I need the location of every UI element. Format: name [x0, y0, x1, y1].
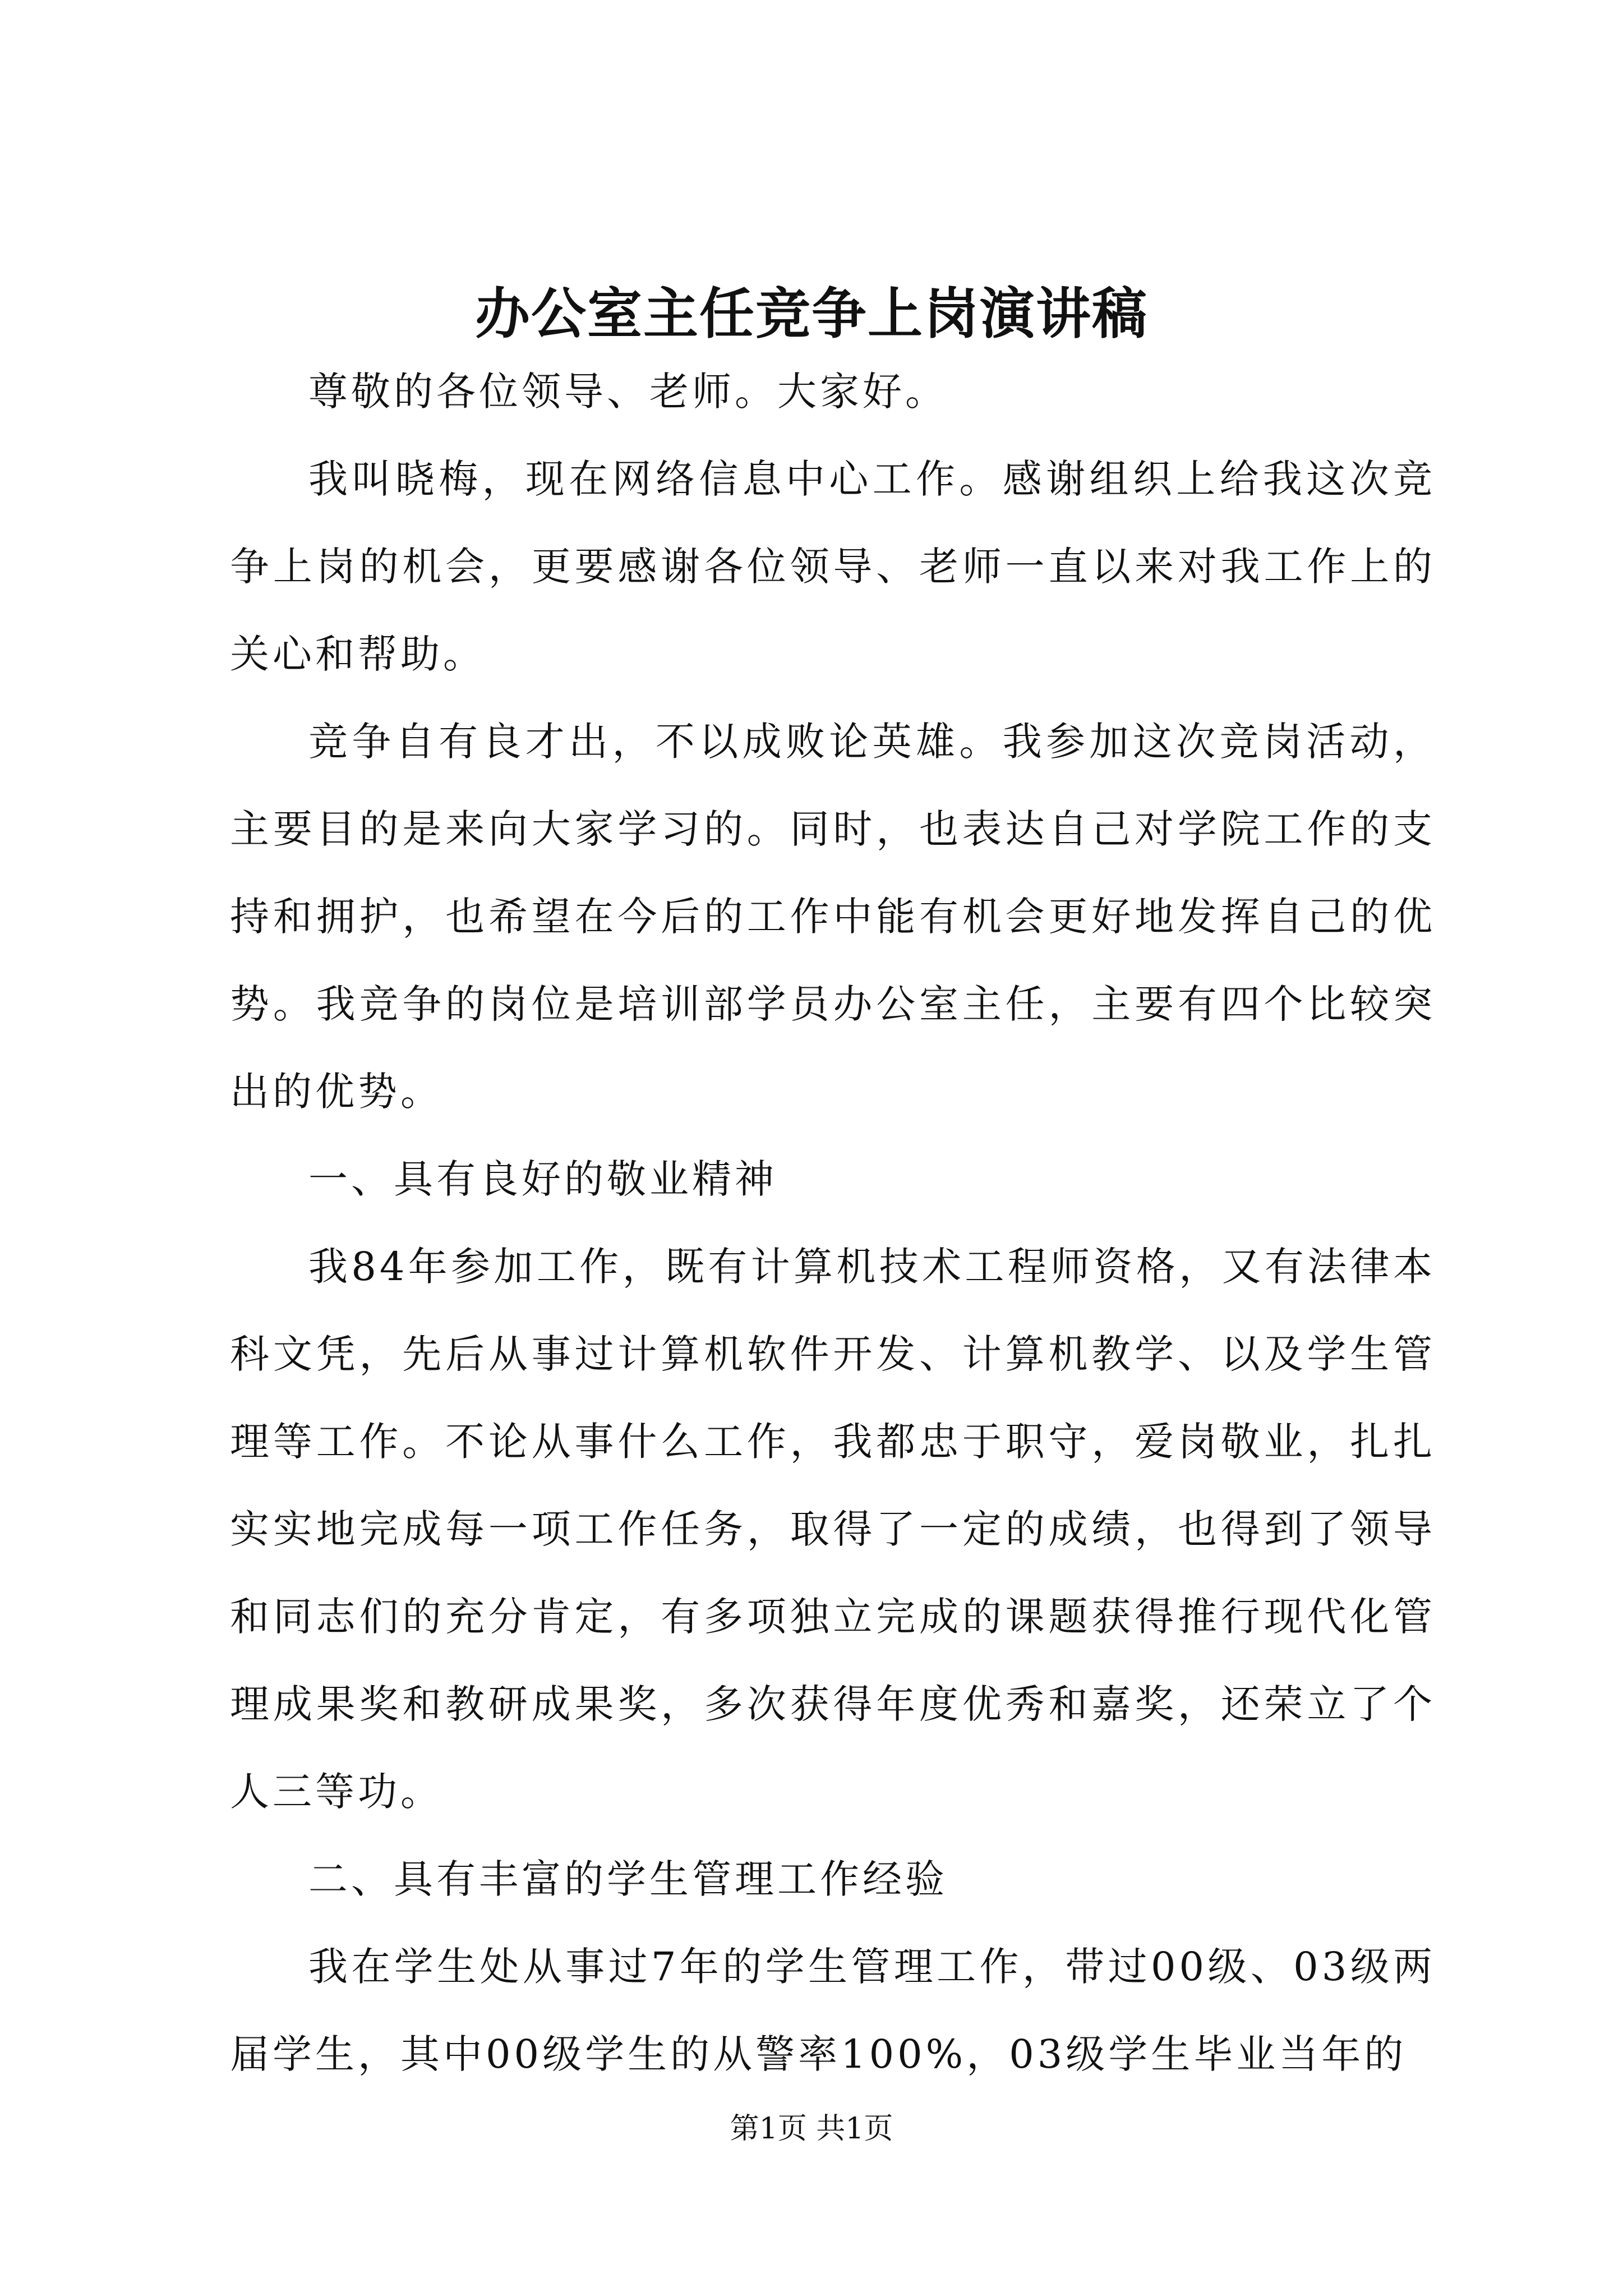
paragraph-introduction: 我叫晓梅，现在网络信息中心工作。感谢组织上给我这次竞争上岗的机会，更要感谢各位领导、老师一直以来对我工作上的关心和帮助。	[230, 456, 1436, 677]
page-number-label: 第1页 共1页	[730, 2112, 893, 2146]
paragraph-section-1: 我84年参加工作，既有计算机技术工程师资格，又有法律本科文凭，先后从事过计算机软件开发、计算机教学、以及学生管理等工作。不论从事什么工作，我都忠于职守，爱岗敬业，扎扎实实地完成每一项工作任务，取得了一定的成绩，也得到了领导和同志们的充分肯定，有多项独立完成的课题获得推行现代化管理成果奖和教研成果奖，多次获得年度优秀和嘉奖，还荣立了个人三等功。	[230, 1244, 1436, 1815]
section-heading-1: 一、具有良好的敬业精神	[308, 1156, 777, 1202]
document-body	[230, 348, 1436, 2098]
paragraph-section-2: 我在学生处从事过7年的学生管理工作，带过00级、03级两届学生，其中00级学生的从警率100%，03级学生毕业当年的	[230, 1944, 1436, 2077]
paragraph-purpose: 竞争自有良才出，不以成败论英雄。我参加这次竞岗活动，主要目的是来向大家学习的。同时，也表达自己对学院工作的支持和拥护，也希望在今后的工作中能有机会更好地发挥自己的优势。我竞争的岗位是培训部学员办公室主任，主要有四个比较突出的优势。	[230, 719, 1436, 1115]
page-footer	[0, 2109, 1623, 2148]
section-heading-2: 二、具有丰富的学生管理工作经验	[308, 1856, 948, 1902]
paragraph-greeting: 尊敬的各位领导、老师。大家好。	[308, 369, 948, 415]
document-title: 办公室主任竞争上岗演讲稿	[474, 282, 1148, 346]
